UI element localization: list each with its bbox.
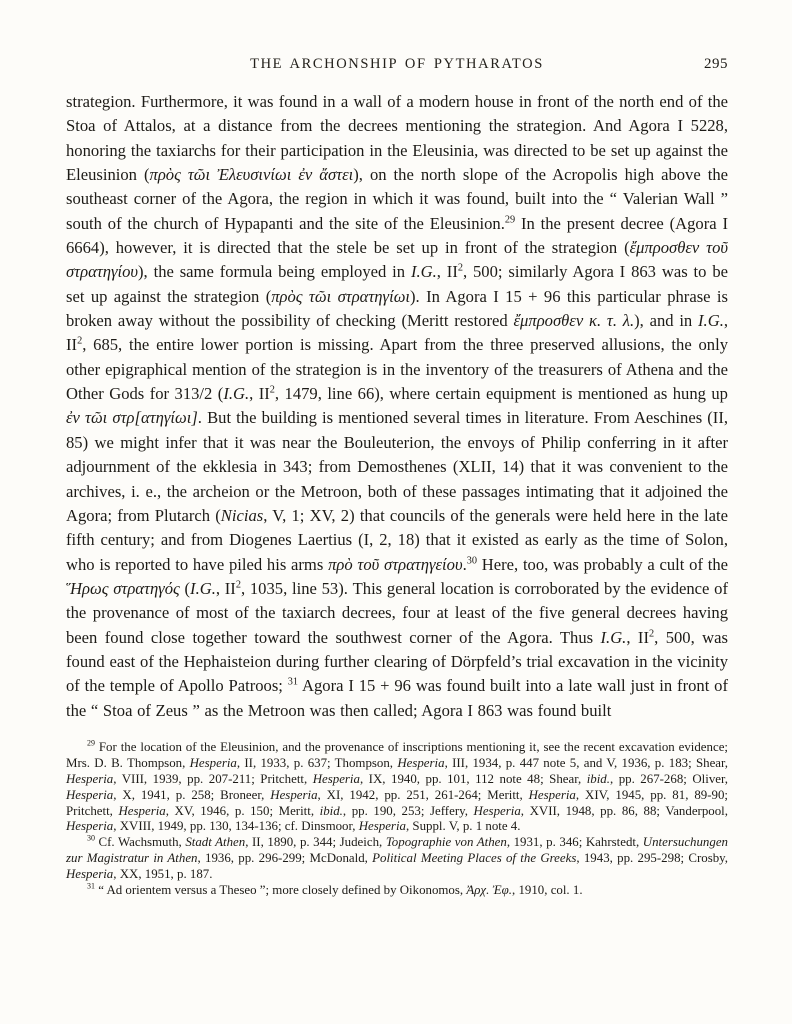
footnote-29: $^{29}$ For the location of the Eleusinion, and the provenance of inscriptions mentioning it, see the recent excavation evidence; Mrs. D. B. Thompson, Hesperia, II, 1933, p. 637; Thompson, Hesperia, III, 1934, p. 447 note 5, and V, 1936, p. 183; Shear, Hesperia, VIII, 1939, pp. 207-211; Pritchett, Hesperia, IX, 1940, pp. 101, 112 note 48; Shear, ibid., pp. 267-268; Oliver, Hesperia, X, 1941, p. 258; Broneer, Hesperia, XI, 1942, pp. 251, 261-264; Meritt, Hesperia, XIV, 1945, pp. 81, 89-90; Pritchett, Hesperia, XV, 1946, p. 150; Meritt, ibid., pp. 190, 253; Jeffery, Hesperia, XVII, 1948, pp. 86, 88; Vanderpool, Hesperia, XVIII, 1949, pp. 130, 134-136; cf. Dinsmoor, Hesperia, Suppl. V, p. 1 note 4. [66, 738, 729, 834]
body-paragraph: strategion. Furthermore, it was found in a wall of a modern house in front of the north end of the Stoa of Attalos, at a distance from the decrees mentioning the strategion. And Agora I 5228, honoring the taxiarchs for their participation in the Eleusinia, was directed to be set up against the Eleusinion (πρὸς τῶι Ἐλευσινίωι ἐν ἄστει), on the north slope of the Acropolis high above the southeast corner of the Agora, the region in which it was found, built into the “ Valerian Wall ” south of the church of Hypapanti and the site of the Eleusinion.$^{29}$ In the present decree (Agora I 6664), however, it is directed that the stele be set up in front of the strategion (ἔμπροσθεν τοῦ στρατηγίου), the same formula being employed in I.G., $II^2$, 500; similarly Agora I 863 was to be set up against the strategion (πρὸς τῶι στρατηγίωι). In Agora I 15 + 96 this particular phrase is broken away without the possibility of checking (Meritt restored ἔμπροσθεν κ. τ. λ.), and in I.G., $II^2$, 685, the entire lower portion is missing. Apart from the three preserved allusions, the only other epigraphical mention of the strategion is in the inventory of the treasurers of Athena and the Other Gods for 313/2 (I.G., $II^2$, 1479, line 66), where certain equipment is mentioned as hung up ἐν τῶι στρ[ατηγίωι]. But the building is mentioned several times in literature. From Aeschines (II, 85) we might infer that it was near the Bouleuterion, the envoys of Philip conferring in it after adjournment of the ekklesia in 343; from Demosthenes (XLII, 14) that it was convenient to the archives, i. e., the archeion or the Metroon, both of these passages intimating that it adjoined the Agora; from Plutarch (Nicias, V, 1; XV, 2) that councils of the generals were held here in the late fifth century; and from Diogenes Laertius (I, 2, 18) that it existed as early as the time of Solon, who is reported to have piled his arms πρὸ τοῦ στρατηγείου.$^{30}$ Here, too, was probably a cult of the Ἥρως στρατηγός (I.G., $II^2$, 1035, line 53). This general location is corroborated by the evidence of the provenance of most of the taxiarch decrees, four at least of the five general decrees having been found close together toward the southwest corner of the Agora. Thus I.G., $II^2$, 500, was found east of the Hephaisteion during further clearing of Dörpfeld’s trial excavation in the vicinity of the temple of Apollo Patroos; $^{31}$ Agora I 15 + 96 was found built into a late wall just in front of the “ Stoa of Zeus ” as the Metroon was then called; Agora I 863 was found built [66, 92, 729, 720]
footnote-30: $^{30}$ Cf. Wachsmuth, Stadt Athen, II, 1890, p. 344; Judeich, Topographie von Athen, 1931, p. 346; Kahrstedt, Untersuchungen zur Magistratur in Athen, 1936, pp. 296-299; McDonald, Political Meeting Places of the Greeks, 1943, pp. 295-298; Crosby, Hesperia, XX, 1951, p. 187. [66, 834, 728, 882]
footnote-31: $^{31}$ “ Ad orientem versus a Theseo ”; more closely defined by Oikonomos, Ἀρχ. Ἐφ., 1910, col. 1. [87, 881, 583, 898]
running-title: THE ARCHONSHIP OF PYTHARATOS [250, 56, 544, 72]
page-number: 295 [704, 56, 728, 72]
page-header [66, 56, 728, 78]
footnotes-section [66, 740, 728, 899]
